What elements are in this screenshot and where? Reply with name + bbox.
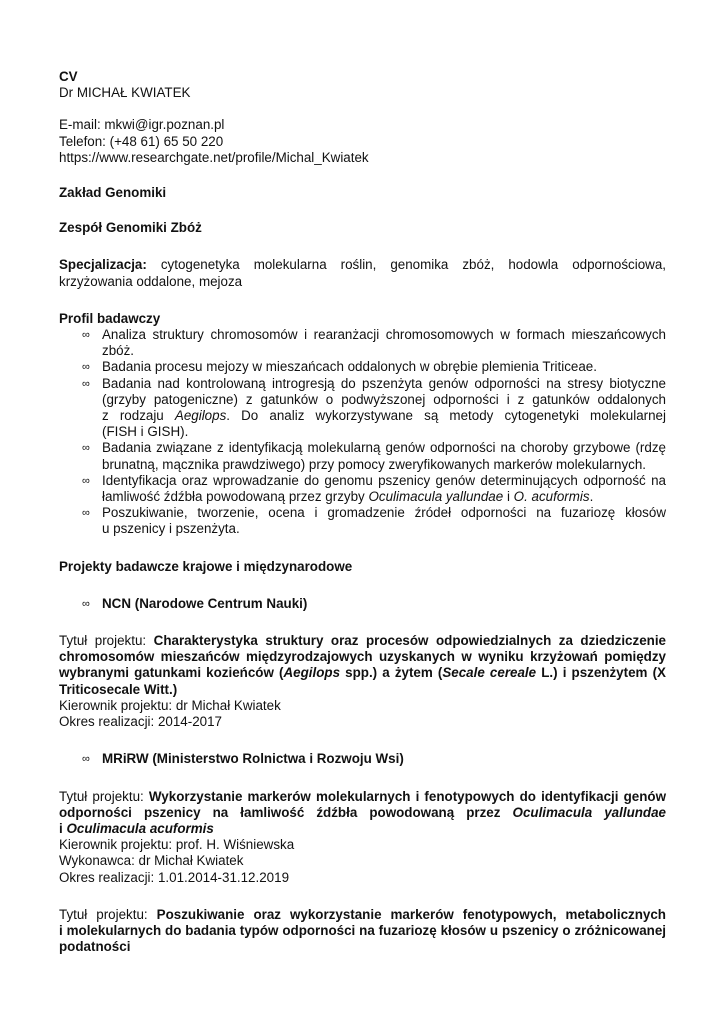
project-ncn-heading: ∞ NCN (Narodowe Centrum Nauki) — [82, 595, 308, 611]
projects-heading: Projekty badawcze krajowe i międzynarodowe — [59, 558, 353, 574]
project-period: Okres realizacji: 1.01.2014-31.12.2019 — [59, 869, 290, 885]
contact-url: https://www.researchgate.net/profile/Michal_Kwiatek — [59, 149, 369, 165]
infinity-bullet-icon: ∞ — [82, 442, 90, 455]
project-title-line: Tytuł projektu: Poszukiwanie oraz wykorzystanie markerów fenotypowych, metabolicznych — [59, 906, 666, 922]
project-title-line: podatności — [59, 939, 131, 955]
infinity-bullet-icon: ∞ — [82, 329, 90, 342]
contact-email: E-mail: mkwi@igr.poznan.pl — [59, 117, 225, 133]
project-mrirw-details — [59, 789, 666, 886]
person-name: Dr MICHAŁ KWIATEK — [59, 85, 191, 101]
department-heading: Zakład Genomiki — [59, 185, 167, 201]
project-third-details — [59, 907, 666, 956]
cv-label: CV — [59, 69, 78, 84]
list-item: ∞ Badania procesu mejozy w mieszańcach oddalonych w obrębie plemienia Triticeae. — [82, 359, 597, 375]
list-item: ∞ Badania nad kontrolowaną introgresją do pszenżyta genów odporności na stresy biotyczne (grzyby patogeniczne) z gatunków o podwyższonej odporności i z gatunków oddalonych z rodzaju Aegilops. Do analiz wykorzystywane są metody cytogenetyki molekularnej (FISH i GISH). — [82, 375, 666, 440]
project-title-line: odporności pszenicy na łamliwość źdźbła powodowaną przez Oculimacula yallundae — [59, 804, 666, 820]
contact-phone: Telefon: (+48 61) 65 50 220 — [59, 133, 224, 149]
project-leader: Kierownik projektu: prof. H. Wiśniewska — [59, 837, 295, 853]
list-item: ∞ Poszukiwanie, tworzenie, ocena i gromadzenie źródeł odporności na fuzariozę kłosów u pszenicy i pszenżyta. — [82, 505, 666, 537]
infinity-bullet-icon: ∞ — [82, 507, 90, 520]
list-item: ∞ Identyfikacja oraz wprowadzanie do genomu pszenicy genów determinujących odporność na łamliwość źdźbła powodowaną przez grzyby Oculimacula yallundae i O. acuformis. — [82, 472, 666, 505]
infinity-bullet-icon: ∞ — [82, 753, 90, 766]
research-profile-heading: Profil badawczy — [59, 310, 161, 326]
research-profile-list — [59, 327, 666, 538]
project-title-line: Triticosecale Witt.) — [59, 681, 178, 697]
infinity-bullet-icon: ∞ — [82, 597, 90, 610]
specialization-label: Specjalizacja: — [59, 257, 147, 273]
project-leader: Kierownik projektu: dr Michał Kwiatek — [59, 697, 281, 713]
project-title-line: i Oculimacula acuformis — [59, 820, 214, 836]
specialization-section — [59, 257, 666, 289]
specialization-line-2: krzyżowania oddalone, mejoza — [59, 273, 243, 289]
infinity-bullet-icon: ∞ — [82, 474, 90, 487]
project-ncn-details — [59, 633, 666, 730]
list-item: ∞ Badania związane z identyfikacją molekularną genów odporności na choroby grzybowe (rdzę brunatną, mącznika prawdziwego) przy pomocy zweryfikowanych markerów molekularnych. — [82, 440, 666, 472]
cv-document — [59, 69, 666, 955]
project-mrirw-heading: ∞ MRiRW (Ministerstwo Rolnictwa i Rozwoju Wsi) — [82, 751, 404, 767]
infinity-bullet-icon: ∞ — [82, 361, 90, 374]
project-title-line: Tytuł projektu: Wykorzystanie markerów molekularnych i fenotypowych do identyfikacji genów — [59, 788, 666, 804]
project-title-line: chromosomów mieszańców międzyrodzajowych uzyskanych w wyniku krzyżowań pomiędzy — [59, 649, 666, 665]
project-title-line: i molekularnych do badania typów odporności na fuzariozę kłosów u pszenicy o zróżnicowanej — [59, 922, 666, 938]
project-title-line: Tytuł projektu: Charakterystyka struktury oraz procesów odpowiedzialnych za dziedziczenie — [59, 633, 666, 649]
project-period: Okres realizacji: 2014-2017 — [59, 714, 223, 730]
infinity-bullet-icon: ∞ — [82, 377, 90, 390]
project-contractor: Wykonawca: dr Michał Kwiatek — [59, 853, 244, 869]
project-title-line: wybranymi gatunkami kozieńców (Aegilops spp.) a żytem (Secale cereale L.) i pszenżytem (X — [59, 665, 666, 681]
specialization-line-1: Specjalizacja: cytogenetyka molekularna roślin, genomika zbóż, hodowla odpornościowa, — [59, 257, 666, 273]
team-heading: Zespół Genomiki Zbóż — [59, 220, 202, 236]
list-item: ∞ Analiza struktury chromosomów i rearanżacji chromosomowych w formach mieszańcowych zbóż. — [82, 327, 666, 359]
